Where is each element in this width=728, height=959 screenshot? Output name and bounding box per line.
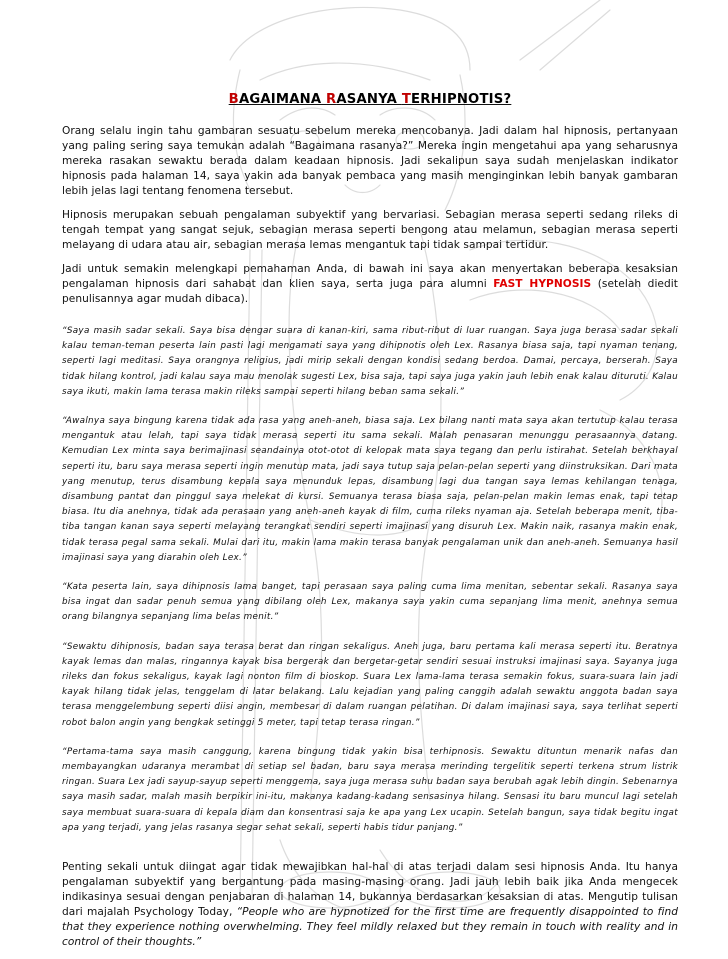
testimonial-intro-paragraph	[62, 262, 678, 307]
fast-hypnosis-highlight: FAST HYPNOSIS	[493, 278, 592, 290]
testimonial-quote: “Kata peserta lain, saya dihipnosis lama banget, tapi perasaan saya paling cuma lima menitan, sebentar sekali. Rasanya saya bisa ingat dan sadar penuh semua yang dibilang oleh Lex, makanya saya yakin cuma sepanjang lima menit, anehnya semua orang bilangnya sepanjang lima belas menit.”	[62, 582, 678, 623]
psychology-today-quote: “People who are hypnotized for the first time are frequently disappointed to find that they experience nothing overwhelming. They feel mildly relaxed but they remain in touch with reality and in control of their thoughts.”	[62, 906, 678, 949]
testimonial-quote: “Pertama-tama saya masih canggung, karena bingung tidak yakin bisa terhipnosis. Sewaktu dituntun menarik nafas dan membayangkan udaranya merambat di setiap sel badan, baru saya merasa merinding tergelitik seperti terkena strum listrik ringan. Suara Lex jadi sayup-sayup seperti menggema, saya juga merasa suhu badan saya berubah agak lebih dingin. Sebenarnya saya masih sadar, malah masih berpikir ini-itu, makanya kadang-kadang sensasinya hilang. Sensasi itu baru muncul lagi setelah saya membuat suara-suara di kepala diam dan konsentrasi saja ke apa yang Lex ucapin. Setelah bangun, saya tidak begitu ingat apa yang terjadi, yang jelas rasanya segar sehat sekali, seperti habis tidur panjang.”	[62, 746, 678, 833]
title-word-2: ASANYA	[336, 92, 402, 107]
title-initial-2: R	[326, 92, 337, 107]
title-initial-1: B	[228, 92, 239, 107]
testimonial-intro-text: Jadi untuk semakin melengkapi pemahaman Anda, di bawah ini saya akan menyertakan beberapa kesaksian pengalaman hipnosis dari sahabat dan klien saya, serta juga para alumni	[62, 263, 678, 290]
testimonial-quote: “Sewaktu dihipnosis, badan saya terasa berat dan ringan sekaligus. Aneh juga, baru pertama kali merasa seperti itu. Beratnya kayak lemas dan malas, ringannya kayak bisa bergerak dan bergetar-getar sendiri sesuai instruksi imajinasi saya. Sayanya juga rileks dan fokus sekaligus, kayak lagi nonton film di bioskop. Suara Lex lama-lama terasa semakin fokus, suara-suara lain jadi kayak hilang tidak jelas, tenggelam di latar belakang. Lalu kejadian yang paling canggih adalah sewaktu anggota badan saya terasa menggelembung seperti diisi angin, membesar di dalam ruangan pelatihan. Di dalam imajinasi saya, saya terlihat seperti robot balon angin yang bengkak setinggi 5 meter, tapi tetap terasa ringan.”	[62, 641, 678, 728]
testimonial-quote: “Saya masih sadar sekali. Saya bisa dengar suara di kanan-kiri, sama ribut-ribut di luar ruangan. Saya juga berasa sadar sekali kalau teman-teman peserta lain pasti lagi mengamati saya yang dihipnotis oleh Lex. Rasanya biasa saja, tapi nyaman tenang, seperti lagi meditasi. Saya orangnya religius, jadi mirip sekali dengan kondisi sedang berdoa. Damai, percaya, berserah. Saya tidak hilang kontrol, jadi kalau saya mau menolak sugesti Lex, bisa saja, tapi saya juga yakin jauh lebih enak kalau dituruti. Kalau saya ikuti, makin lama terasa makin rileks sampai seperti hilang beban sama sekali.”	[62, 326, 678, 397]
closing-paragraph	[62, 860, 678, 950]
page-title	[62, 92, 678, 107]
title-word-1: AGAIMANA	[238, 92, 327, 107]
intro-paragraph: Orang selalu ingin tahu gambaran sesuatu sebelum mereka mencobanya. Jadi dalam hal hipnosis, pertanyaan yang paling sering saya temukan adalah “Bagaimana rasanya?” Mereka ingin mengetahui apa yang seharusnya mereka rasakan sewaktu berada dalam keadaan hipnosis. Jadi sekalipun saya sudah menjelaskan indikator hipnosis pada halaman 14, saya yakin ada banyak pembaca yang masih menginginkan lebih banyak gambaran lebih jelas lagi tentang fenomena tersebut.	[62, 125, 678, 197]
testimonial-quote: “Awalnya saya bingung karena tidak ada rasa yang aneh-aneh, biasa saja. Lex bilang nanti mata saya akan tertutup kalau terasa mengantuk atau lelah, tapi saya tidak merasa seperti itu sama sekali. Malah penasaran menunggu perasaannya datang. Kemudian Lex minta saya berimajinasi seandainya otot-otot di kelopak mata saya tegang dan perlu istirahat. Setelah berkhayal seperti itu, baru saya merasa seperti ingin menutup mata, jadi saya tutup saja pelan-pelan seperti yang diinstruksikan. Dari mata yang menutup, terus disambung kepala saya menunduk lepas, disambung lagi dua tangan saya lemas kehilangan tenaga, disambung pantat dan pinggul saya melekat di kursi. Semuanya terasa biasa saja, pelan-pelan makin lemas enak, tapi tetap biasa. Itu dia anehnya, tidak ada perasaan yang aneh-aneh kayak di film, cuma rileks nyaman aja. Setelah beberapa menit, tiba-tiba tangan kanan saya seperti melayang terangkat sendiri seperti imajinasi yang disuruh Lex. Makin naik, rasanya makin enak, tidak terasa pegal sama sekali. Mulai dari itu, makin lama makin terasa banyak pengalaman unik dan aneh-aneh. Semuanya hasil imajinasi saya yang diarahin oleh Lex.”	[62, 416, 678, 563]
title-initial-3: T	[401, 92, 412, 107]
title-word-3: ERHIPNOTIS?	[411, 92, 512, 107]
definition-paragraph: Hipnosis merupakan sebuah pengalaman subyektif yang bervariasi. Sebagian merasa seperti sedang rileks di tengah tempat yang sangat sejuk, sebagian merasa seperti bengong atau melamun, sebagian merasa seperti melayang di udara atau air, sebagian merasa lemas mengantuk tapi tidak sampai tertidur.	[62, 209, 678, 251]
closing-text: Penting sekali untuk diingat agar tidak mewajibkan hal-hal di atas terjadi dalam sesi hipnosis Anda. Itu hanya pengalaman subyektif yang bergantung pada masing-masing orang. Jadi jauh lebih baik jika Anda mengecek indikasinya sesuai dengan penjabaran di halaman 14, bukannya berdasarkan kesaksian di atas. Mengutip tulisan dari majalah Psychology Today,	[62, 861, 678, 919]
testimonial-intro-end: (setelah diedit penulisannya agar mudah dibaca).	[62, 278, 678, 305]
article-content	[62, 92, 678, 959]
